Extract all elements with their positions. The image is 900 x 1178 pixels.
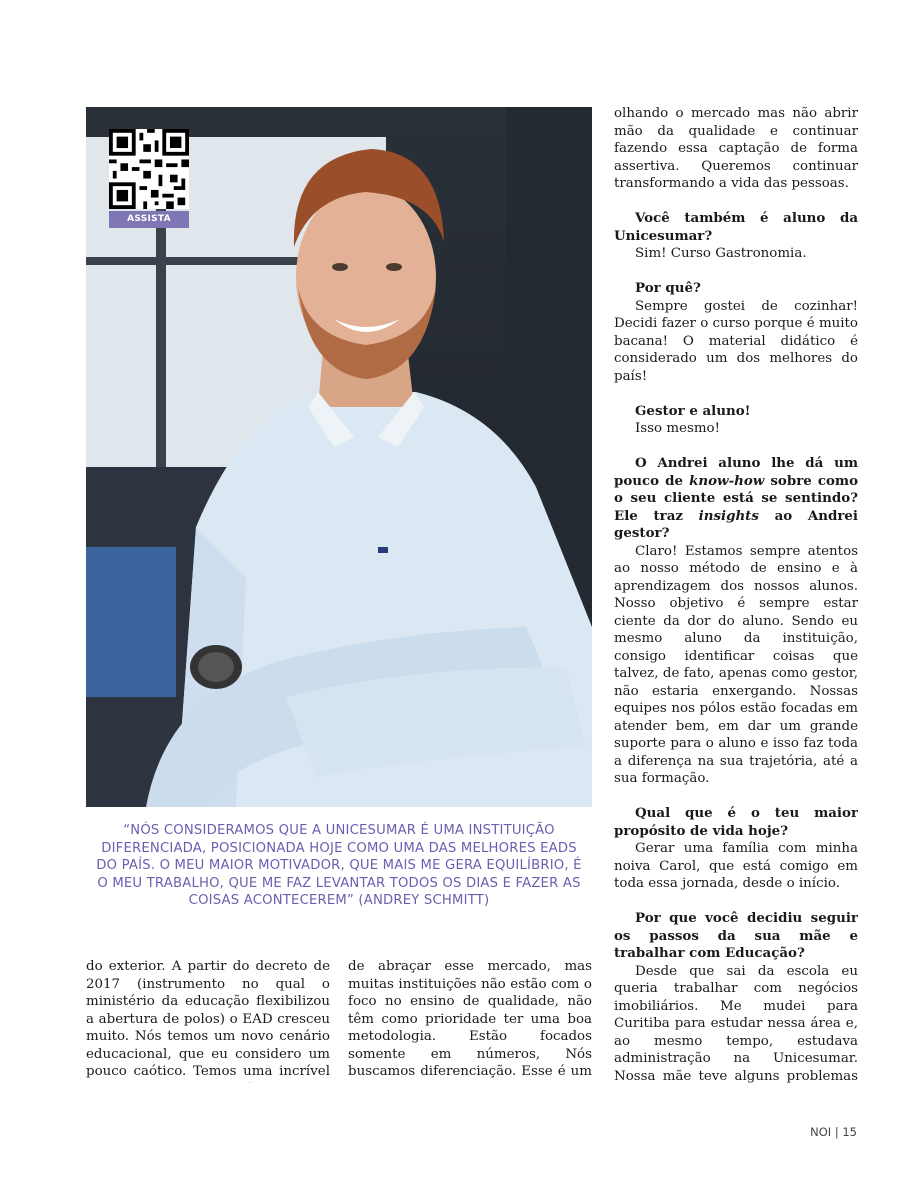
question-text: sobre como o seu cliente está se sentindo? Ele traz bbox=[614, 472, 858, 524]
question-emphasis: know-how bbox=[689, 472, 765, 489]
question: Por quê? bbox=[635, 280, 701, 296]
question: Por que você decidiu seguir os passos da sua mãe e trabalhar com Educação? bbox=[614, 910, 858, 961]
answer: Gerar uma família com minha noiva Carol, que está comigo em toda essa jornada, desde o início. bbox=[614, 841, 858, 891]
question: Gestor e aluno! bbox=[635, 402, 751, 419]
qr-code-icon bbox=[109, 129, 189, 209]
qr-code[interactable] bbox=[109, 129, 189, 209]
body-column-3 bbox=[614, 105, 858, 1083]
body-text: do exterior. A partir do decreto de 2017 (instrumento no qual o ministério da educação flexibilizou a abertura de polos) o EAD cresceu muito. Nós temos um novo cenário educacional, que eu considero um pouco caótico. Temos uma incrível bbox=[86, 959, 330, 1079]
answer: Sim! Curso Gastronomia. bbox=[635, 246, 807, 261]
body-column-1 bbox=[86, 958, 330, 1083]
question: Você também é aluno da Unicesumar? bbox=[614, 210, 858, 244]
body-text: olhando o mercado mas não abrir mão da qualidade e continuar fazendo essa captação de forma assertiva. Queremos continuar transformando a vida das pessoas. bbox=[614, 106, 858, 191]
answer: Isso mesmo! bbox=[635, 421, 720, 436]
qr-label: ASSISTA bbox=[109, 211, 189, 228]
answer: Sempre gostei de cozinhar! Decidi fazer o curso porque é muito bacana! O material didático é considerado um dos melhores do país! bbox=[614, 298, 858, 384]
body-column-2 bbox=[348, 958, 592, 1083]
question bbox=[614, 455, 858, 543]
body-text: de abraçar esse mercado, mas muitas instituições não estão com o foco no ensino de qualidade, não têm como prioridade ter uma boa metodologia. Estão focados somente em números, Nós buscamos diferenciação. Esse é um bbox=[348, 959, 592, 1079]
answer: Desde que sai da escola eu queria trabalhar com negócios imobiliários. Me mudei para Curitiba para estudar nessa área e, ao mesmo tempo, estudava administração na Unicesumar. Nossa mãe teve alguns problemas bbox=[614, 963, 858, 1083]
question-text: ao Andrei gestor? bbox=[614, 507, 858, 541]
answer: Claro! Estamos sempre atentos ao nosso método de ensino e à aprendizagem dos nossos alunos. Nosso objetivo é sempre estar ciente da dor do aluno. Sendo eu mesmo aluno da instituição, consigo identificar coisas que talvez, de fato, apenas como gestor, não estaria enxergando. Nossas equipes nos pólos estão focadas em atender bem, em dar um grande suporte para o aluno e isso faz toda a diferença na sua trajetória, até a sua formação. bbox=[614, 543, 858, 786]
question-text: O Andrei aluno lhe dá um pouco de bbox=[614, 455, 858, 489]
question: Qual que é o teu maior propósito de vida hoje? bbox=[614, 805, 858, 839]
page-number: NOI | 15 bbox=[810, 1125, 857, 1139]
question-emphasis: insights bbox=[698, 507, 759, 524]
pull-quote: “NÓS CONSIDERAMOS QUE A UNICESUMAR É UMA INSTITUIÇÃO DIFERENCIADA, POSICIONADA HOJE COMO UMA DAS MELHORES EADS DO PAÍS. O MEU MAIOR MOTIVADOR, QUE MAIS ME GERA EQUILÍBRIO, É O MEU TRABALHO, QUE ME FAZ LEVANTAR TODOS OS DIAS E FAZER AS COISAS ACONTECEREM” (ANDREY SCHMITT) bbox=[96, 823, 582, 909]
